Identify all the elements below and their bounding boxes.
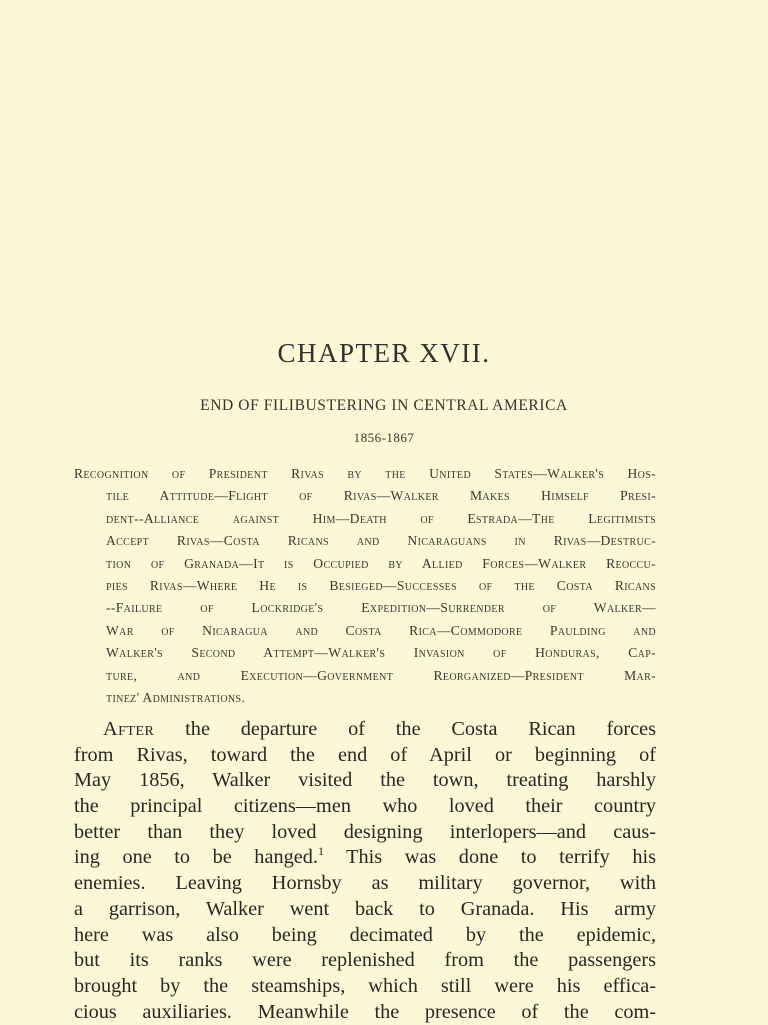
body-line: enemies. Leaving Hornsby as military governor, with (74, 872, 656, 895)
synopsis-line: dent--Alliance against Him—Death of Estrada—The Legitimists (106, 510, 656, 526)
body-line (74, 845, 656, 871)
body-line: but its ranks were replenished from the passengers (74, 949, 656, 972)
synopsis-line: tion of Granada—It is Occupied by Allied Forces—Walker Reoccu- (106, 555, 656, 571)
body-line: a garrison, Walker went back to Granada. His army (74, 897, 656, 920)
body-line-text: ing one to be hanged. (74, 846, 318, 869)
body-line-text: This was done to terrify his (323, 846, 656, 869)
chapter-subtitle: END OF FILIBUSTERING IN CENTRAL AMERICA (200, 397, 568, 414)
synopsis-line: Accept Rivas—Costa Ricans and Nicaraguans in Rivas—Destruc- (106, 533, 656, 549)
lead-word: After (103, 718, 155, 740)
synopsis-line: pies Rivas—Where He is Besieged—Successes of the Costa Ricans (106, 577, 656, 593)
body-line: better than they loved designing interlopers—and caus- (74, 820, 656, 843)
body-line (74, 717, 656, 743)
synopsis-line: Recognition of President Rivas by the United States—Walker's Hos- (74, 466, 656, 481)
footnote-marker[interactable]: 1 (317, 844, 324, 859)
body-line: from Rivas, toward the end of April or beginning of (74, 743, 656, 766)
synopsis-line: tinez' Administrations. (106, 689, 246, 705)
body-line: brought by the steamships, which still were his effica- (74, 974, 656, 997)
body-line-text: the departure of the Costa Rican forces (154, 718, 656, 740)
synopsis-line: --Failure of Lockridge's Expedition—Surrender of Walker— (106, 600, 656, 616)
chapter-title: CHAPTER XVII. (277, 338, 491, 368)
synopsis-line: ture, and Execution—Government Reorganized—President Mar- (106, 667, 656, 683)
body-paragraph (74, 717, 656, 1025)
chapter-synopsis (74, 463, 656, 709)
body-line: here was also being decimated by the epidemic, (74, 923, 656, 946)
synopsis-line: tile Attitude—Flight of Rivas—Walker Makes Himself Presi- (106, 488, 656, 504)
body-line: May 1856, Walker visited the town, treating harshly (74, 769, 656, 792)
body-line: the principal citizens—men who loved their country (74, 795, 656, 818)
synopsis-line: Walker's Second Attempt—Walker's Invasion of Honduras, Cap- (106, 645, 656, 661)
chapter-dates: 1856-1867 (353, 430, 415, 445)
body-line: cious auxiliaries. Meanwhile the presence of the com- (74, 1000, 656, 1023)
synopsis-line: War of Nicaragua and Costa Rica—Commodore Paulding and (106, 622, 656, 638)
